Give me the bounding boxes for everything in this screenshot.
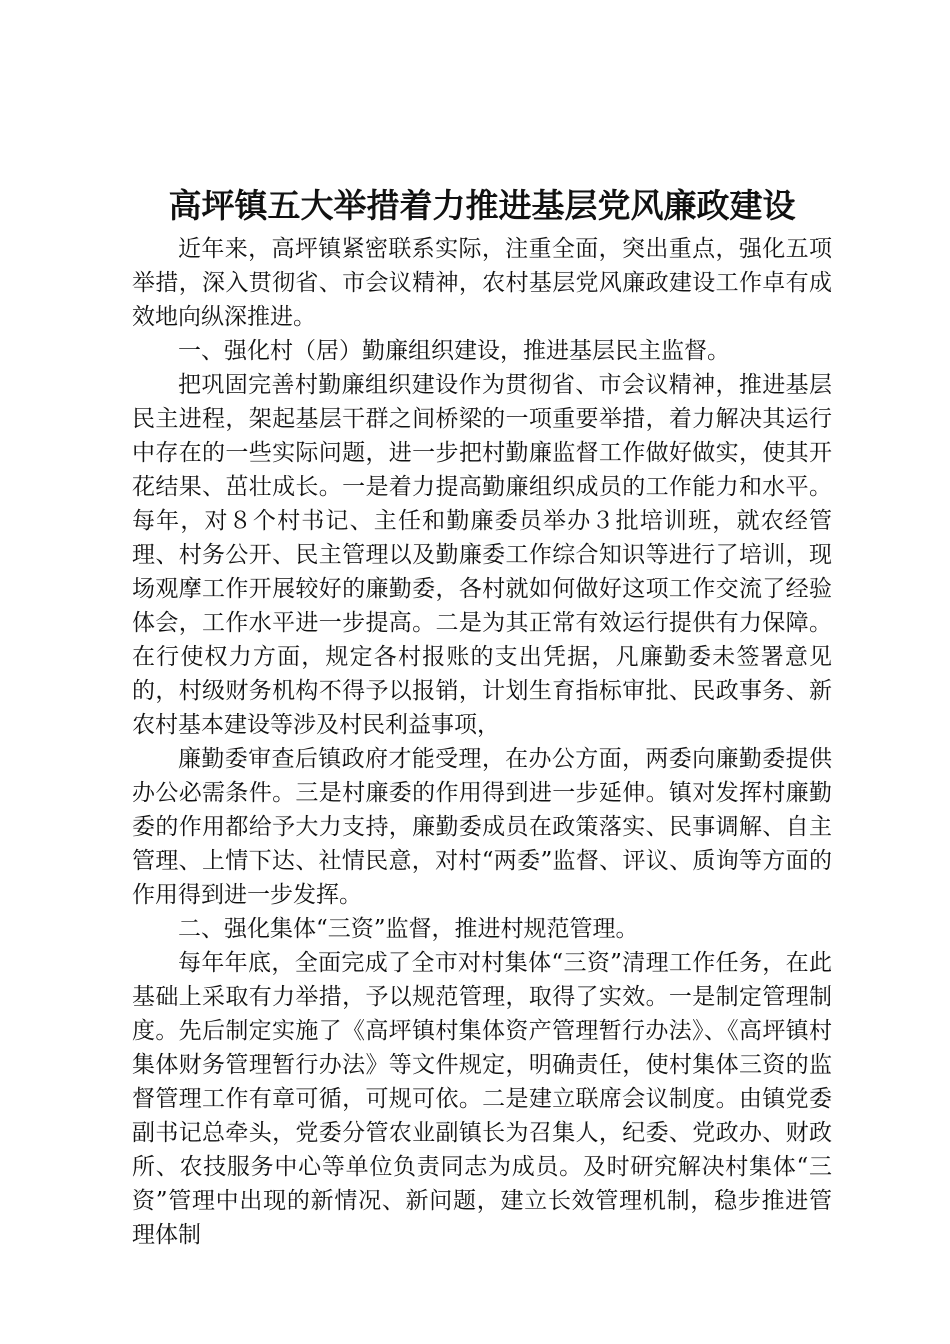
paragraph-section-1-b: 廉勤委审查后镇政府才能受理，在办公方面，两委向廉勤委提供办公必需条件。三是村廉委的作用得到进一步延伸。镇对发挥村廉勤委的作用都给予大力支持，廉勤委成员在政策落实、民事调解、自主管理、上情下达、社情民意，对村“两委”监督、评议、质询等方面的作用得到进一步发挥。: [132, 746, 832, 908]
paragraph-section-2: 每年年底，全面完成了全市对村集体“三资”清理工作任务，在此基础上采取有力举措，予以规范管理，取得了实效。一是制定管理制度。先后制定实施了《高坪镇村集体资产管理暂行办法》、《高坪镇村集体财务管理暂行办法》等文件规定，明确责任，使村集体三资的监督管理工作有章可循，可规可依。二是建立联席会议制度。由镇党委副书记总牵头，党委分管农业副镇长为召集人，纪委、党政办、财政所、农技服务中心等单位负责同志为成员。及时研究解决村集体“三资”管理中出现的新情况、新问题，建立长效管理机制，稳步推进管理体制: [132, 950, 832, 1248]
document-body: [132, 232, 832, 1252]
paragraph-section-1-a: 把巩固完善村勤廉组织建设作为贯彻省、市会议精神，推进基层民主进程，架起基层干群之间桥梁的一项重要举措，着力解决其运行中存在的一些实际问题，进一步把村勤廉监督工作做好做实，使其开花结果、茁壮成长。一是着力提高勤廉组织成员的工作能力和水平。每年，对８个村书记、主任和勤廉委员举办３批培训班，就农经管理、村务公开、民主管理以及勤廉委工作综合知识等进行了培训，现场观摩工作开展较好的廉勤委，各村就如何做好这项工作交流了经验体会，工作水平进一步提高。二是为其正常有效运行提供有力保障。在行使权力方面，规定各村报账的支出凭据，凡廉勤委未签署意见的，村级财务机构不得予以报销，计划生育指标审批、民政事务、新农村基本建设等涉及村民利益事项，: [132, 372, 832, 738]
section-heading-1: 一、强化村（居）勤廉组织建设，推进基层民主监督。: [178, 338, 730, 364]
paragraph-intro: 近年来，高坪镇紧密联系实际，注重全面，突出重点，强化五项举措，深入贯彻省、市会议精神，农村基层党风廉政建设工作卓有成效地向纵深推进。: [132, 236, 832, 330]
section-heading-2: 二、强化集体“三资”监督，推进村规范管理。: [178, 916, 639, 942]
document-title: 高坪镇五大举措着力推进基层党风廉政建设: [168, 186, 796, 225]
